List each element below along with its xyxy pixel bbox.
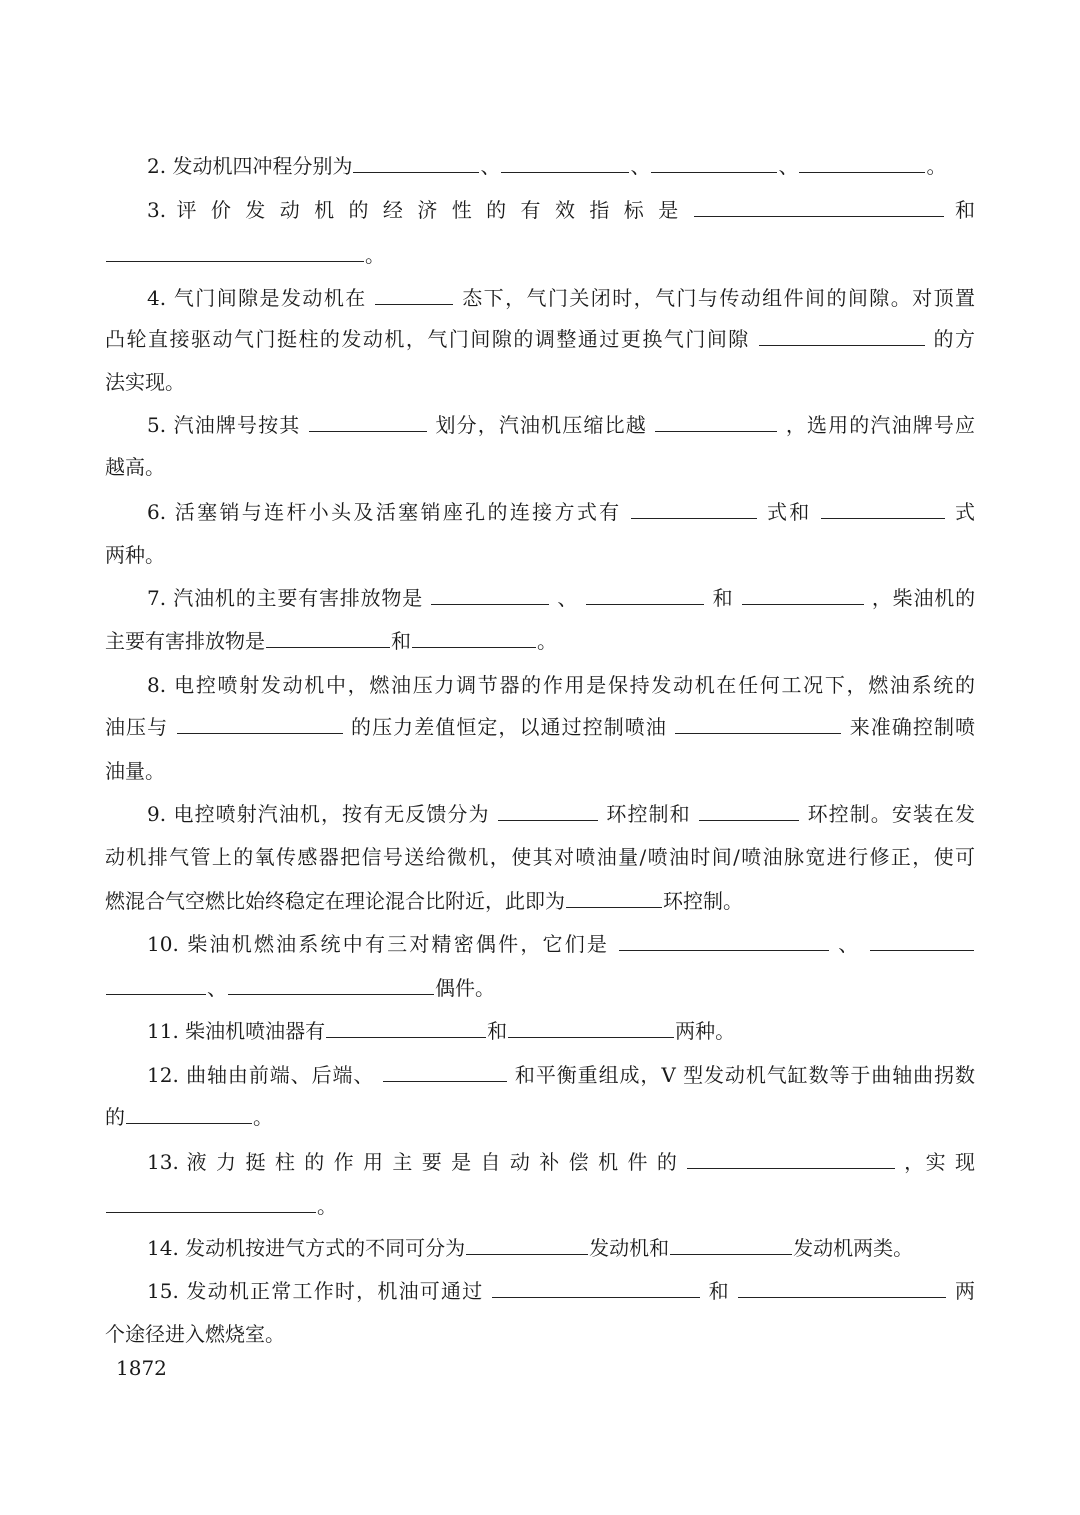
question-8-cont2: 油量。 [105, 759, 165, 783]
question-15: 15. 发动机正常工作时，机油可通过 和 两 [147, 1279, 976, 1303]
blank [738, 1279, 946, 1298]
blank [508, 1019, 674, 1038]
question-6-cont: 两种。 [105, 543, 165, 567]
blank [106, 1194, 316, 1213]
question-7-cont: 主要有害排放物是 和 。 [105, 629, 557, 653]
blank [326, 1019, 486, 1038]
question-9: 9. 电控喷射汽油机，按有无反馈分为 环控制和 环控制。安装在发 [147, 802, 976, 826]
question-5: 5. 汽油牌号按其 划分，汽油机压缩比越 ，选用的汽油牌号应 [147, 413, 975, 437]
blank [228, 976, 434, 995]
question-4-cont2: 法实现。 [105, 370, 185, 394]
blank [821, 500, 945, 519]
question-8: 8. 电控喷射发动机中，燃油压力调节器的作用是保持发动机在任何工况下，燃油系统的 [147, 673, 975, 697]
blank [375, 286, 453, 305]
question-9-cont: 动机排气管上的氧传感器把信号送给微机，使其对喷油量/喷油时间/喷油脉宽进行修正，使可 [105, 845, 975, 869]
question-11: 11. 柴油机喷油器有 和 两种。 [147, 1019, 736, 1043]
question-5-cont: 越高。 [105, 455, 165, 479]
blank [266, 629, 390, 648]
blank [466, 1236, 588, 1255]
blank [694, 198, 944, 217]
blank [651, 154, 777, 173]
question-7: 7. 汽油机的主要有害排放物是 、 和 ，柴油机的 [147, 586, 976, 610]
question-12: 12. 曲轴由前端、后端、 和平衡重组成，V 型发动机气缸数等于曲轴曲拐数 [147, 1063, 976, 1087]
blank [586, 586, 704, 605]
blank [566, 889, 662, 908]
blank [106, 243, 364, 262]
page-number: 1872 [116, 1356, 167, 1380]
blank [759, 327, 925, 346]
question-13-cont: 。 [105, 1192, 975, 1220]
question-14: 14. 发动机按进气方式的不同可分为 发动机和 发动机两类。 [147, 1236, 914, 1260]
blank [177, 715, 343, 734]
blank [675, 715, 841, 734]
blank [412, 629, 536, 648]
blank [655, 413, 777, 432]
blank [106, 976, 206, 995]
question-12-cont: 的 。 [105, 1105, 273, 1129]
question-9-cont2: 燃混合气空燃比始终稳定在理论混合比附近，此即为 环控制。 [105, 889, 743, 913]
question-3-cont: 。 [105, 241, 975, 269]
blank [498, 802, 598, 821]
blank [431, 586, 549, 605]
blank [699, 802, 799, 821]
blank [126, 1105, 252, 1124]
question-2: 2. 发动机四冲程分别为 、 、 、 。 [147, 154, 947, 178]
blank [670, 1236, 792, 1255]
blank [687, 1150, 895, 1169]
question-10-cont: 、 偶件。 [105, 974, 975, 1002]
question-10: 10. 柴油机燃油系统中有三对精密偶件，它们是 、 [147, 930, 975, 958]
blank [309, 413, 427, 432]
question-4: 4. 气门间隙是发动机在 态下，气门关闭时，气门与传动组件间的间隙。对顶置 [147, 286, 975, 310]
blank [742, 586, 864, 605]
blank [631, 500, 757, 519]
question-4-cont: 凸轮直接驱动气门挺柱的发动机，气门间隙的调整通过更换气门间隙 的方 [105, 327, 976, 351]
blank [353, 154, 479, 173]
blank [870, 932, 974, 951]
question-13: 13. 液 力 挺 柱 的 作 用 主 要 是 自 动 补 偿 机 件 的 ，实 现 [147, 1150, 976, 1174]
question-6: 6. 活塞销与连杆小头及活塞销座孔的连接方式有 式和 式 [147, 500, 976, 524]
blank [492, 1279, 700, 1298]
blank [799, 154, 925, 173]
blank [501, 154, 629, 173]
question-3: 3. 评 价 发 动 机 的 经 济 性 的 有 效 指 标 是 和 [147, 198, 976, 222]
blank [619, 932, 829, 951]
blank [383, 1063, 507, 1082]
question-15-cont: 个途径进入燃烧室。 [105, 1322, 285, 1346]
question-8-cont: 油压与 的压力差值恒定，以通过控制喷油 来准确控制喷 [105, 715, 976, 739]
